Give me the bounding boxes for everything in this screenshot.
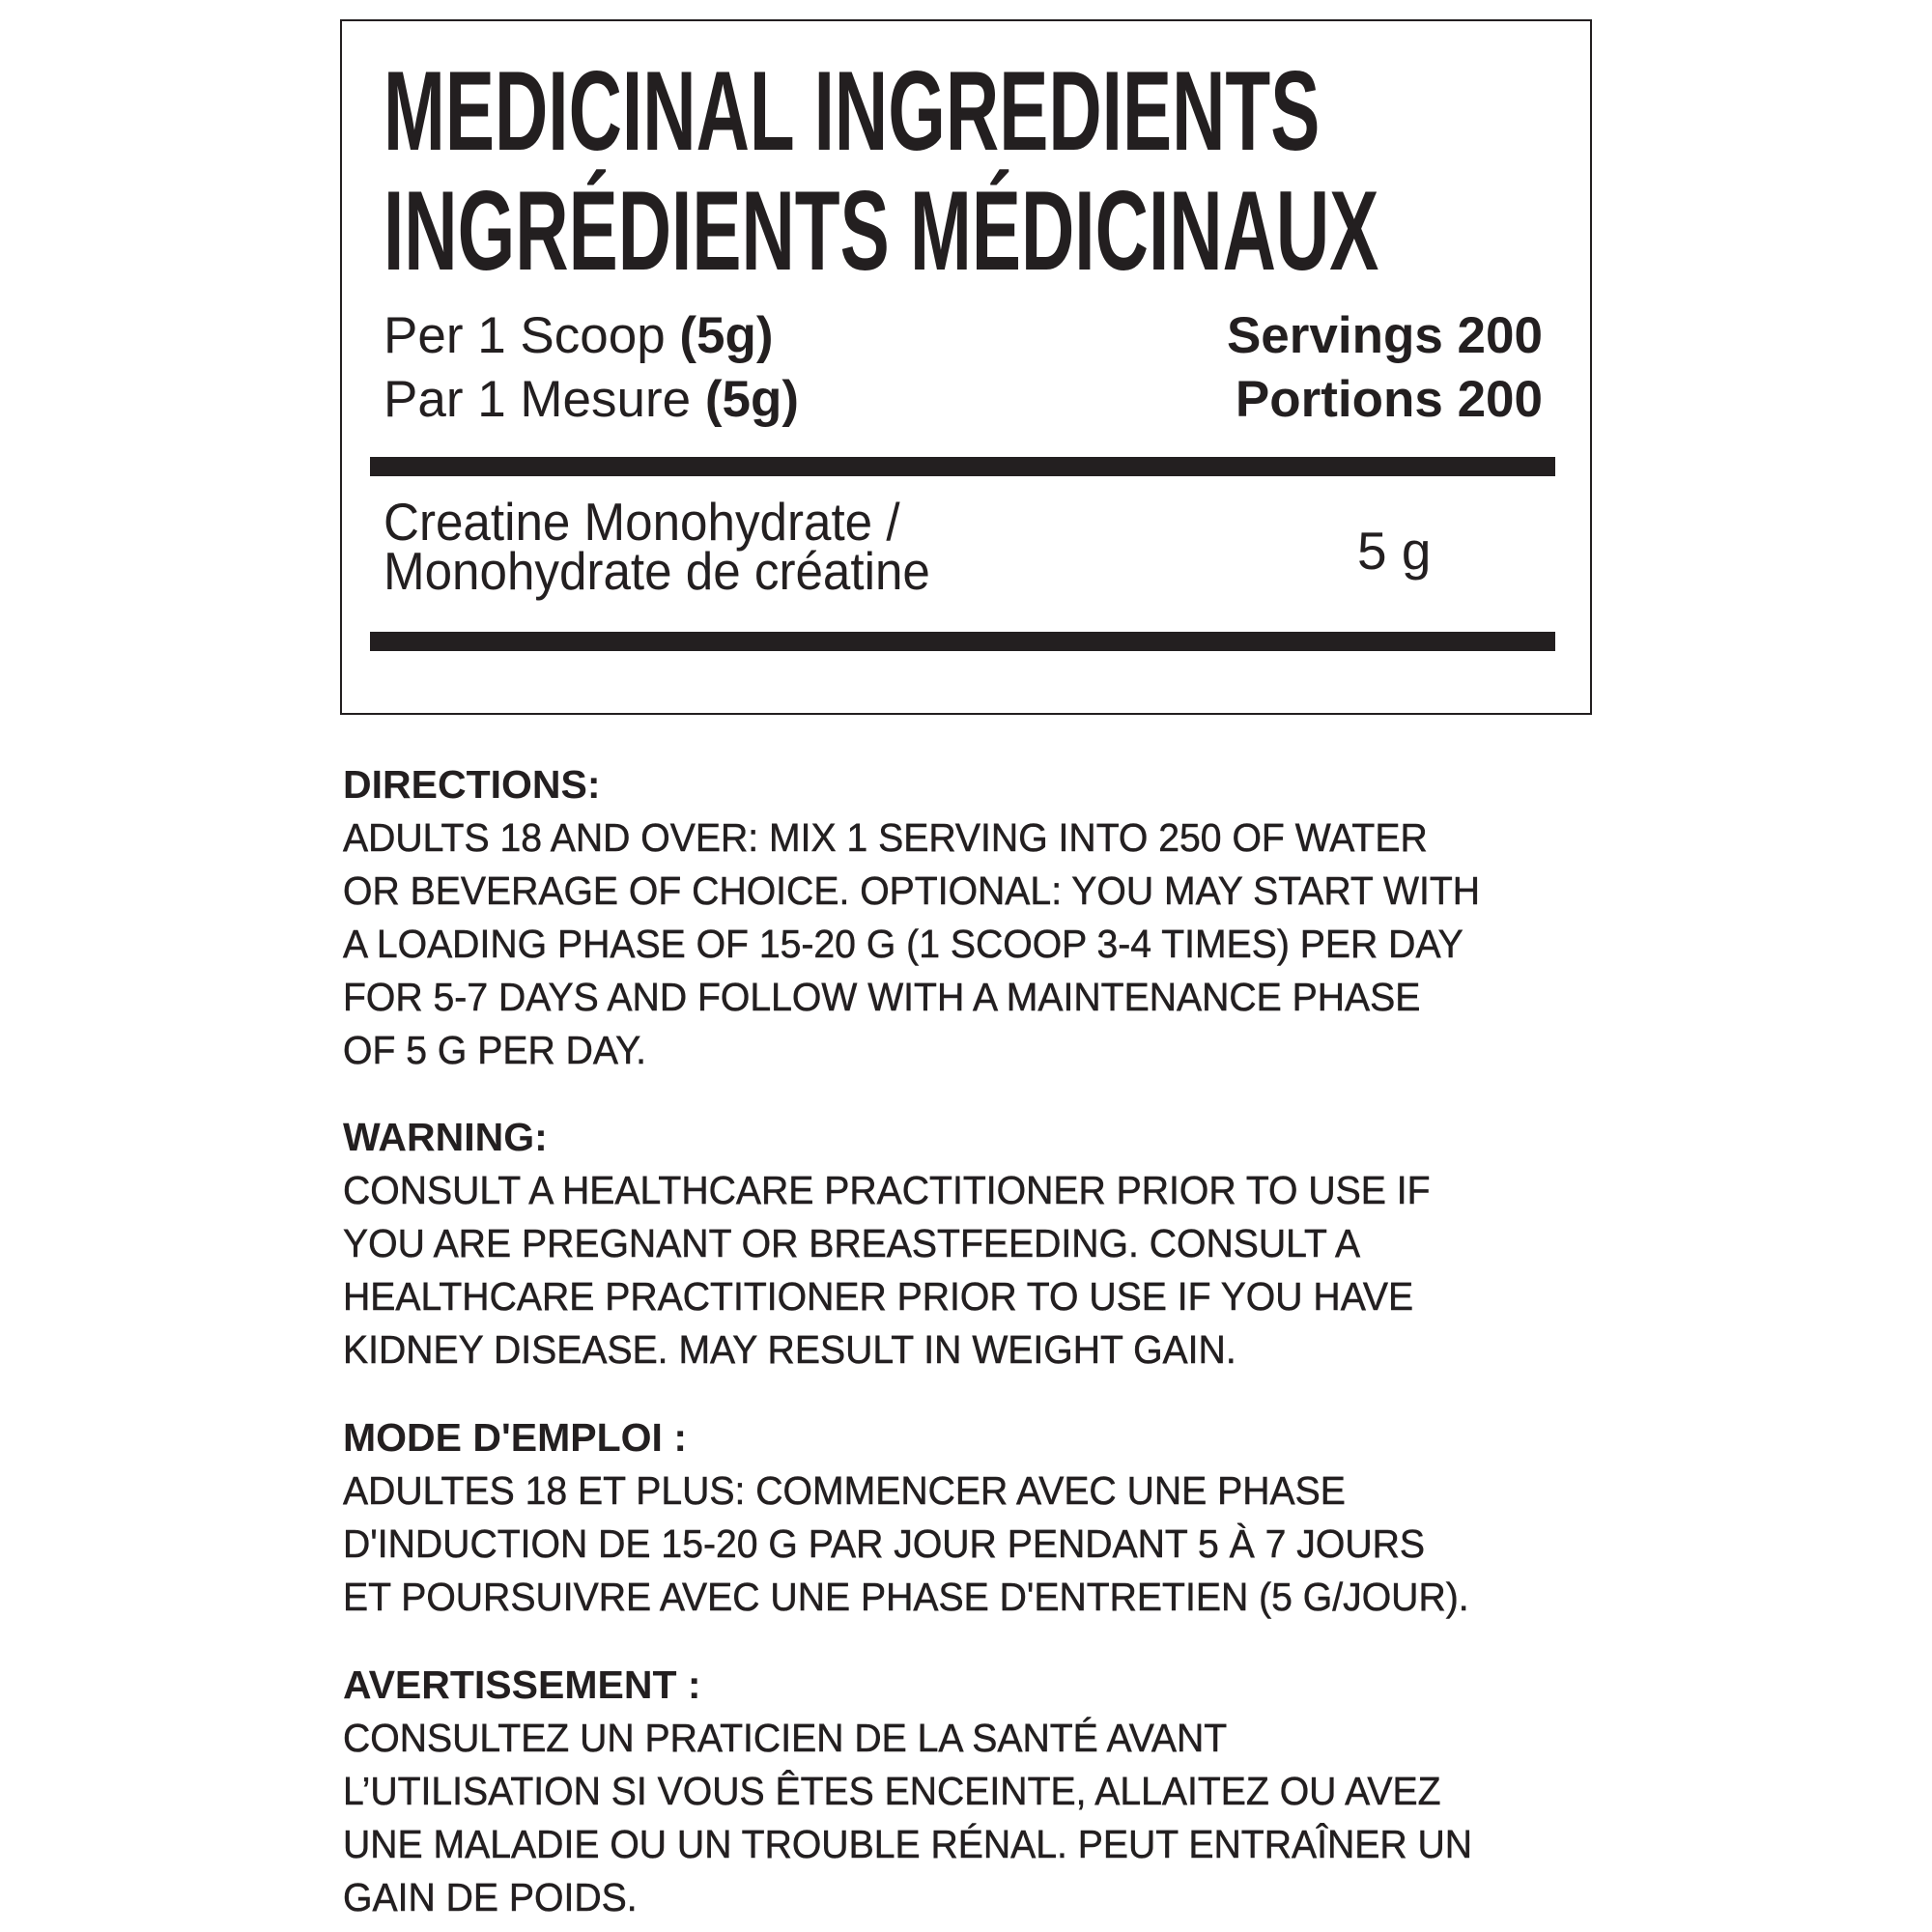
serving-size-french [384,368,799,432]
ingredient-name-french: Monohydrate de créatine [384,541,930,601]
section-line: ADULTES 18 ET PLUS: COMMENCER AVEC UNE PHASE [343,1468,1346,1513]
section-line: D'INDUCTION DE 15-20 G PAR JOUR PENDANT 5 À 7 JOURS [343,1521,1425,1566]
section-line: ADULTS 18 AND OVER: MIX 1 SERVING INTO 250 OF WATER [343,815,1428,860]
title-french: INGRÉDIENTS MÉDICINAUX [384,167,1379,294]
ingredient-amount: 5 g [1357,521,1432,581]
avertissement-section [343,1659,1525,1924]
section-line: A LOADING PHASE OF 15-20 G (1 SCOOP 3-4 TIMES) PER DAY [343,922,1463,966]
serving-size-english [384,304,799,368]
divider-bar-bottom [370,632,1555,651]
servings-english: Servings 200 [1226,307,1543,364]
section-heading: MODE D'EMPLOI : [343,1415,687,1460]
warning-section [343,1111,1482,1377]
section-line: KIDNEY DISEASE. MAY RESULT IN WEIGHT GAIN. [343,1327,1236,1372]
section-line: OF 5 G PER DAY. [343,1028,647,1072]
section-line: GAIN DE POIDS. [343,1875,638,1919]
serving-size-amount-en: (5g) [679,307,774,364]
ingredient-name [384,492,930,601]
serving-size-amount-fr: (5g) [704,371,800,428]
servings-count [1227,304,1543,432]
section-line: YOU ARE PREGNANT OR BREASTFEEDING. CONSULT A [343,1221,1361,1265]
section-line: L’UTILISATION SI VOUS ÊTES ENCEINTE, ALLAITEZ OU AVEZ [343,1769,1441,1813]
section-line: CONSULTEZ UN PRATICIEN DE LA SANTÉ AVANT [343,1716,1228,1760]
section-line: UNE MALADIE OU UN TROUBLE RÉNAL. PEUT ENTRAÎNER UN [343,1822,1473,1866]
directions-section [343,758,1533,1077]
title-english: MEDICINAL INGREDIENTS [384,47,1321,174]
section-line: CONSULT A HEALTHCARE PRACTITIONER PRIOR TO USE IF [343,1168,1431,1212]
section-heading: WARNING: [343,1115,548,1159]
section-line: FOR 5-7 DAYS AND FOLLOW WITH A MAINTENANCE PHASE [343,975,1421,1019]
servings-french: Portions 200 [1235,371,1543,428]
section-heading: DIRECTIONS: [343,762,601,807]
section-line: ET POURSUIVRE AVEC UNE PHASE D'ENTRETIEN (5 G/JOUR). [343,1575,1469,1619]
divider-bar-top [370,457,1555,476]
ingredient-name-english: Creatine Monohydrate / [384,492,900,552]
section-line: HEALTHCARE PRACTITIONER PRIOR TO USE IF YOU HAVE [343,1274,1414,1319]
section-line: OR BEVERAGE OF CHOICE. OPTIONAL: YOU MAY START WITH [343,868,1481,913]
section-heading: AVERTISSEMENT : [343,1662,701,1707]
serving-size-label-en: Per 1 Scoop [384,307,680,364]
serving-size [384,304,799,432]
serving-size-label-fr: Par 1 Mesure [384,371,705,428]
panel-title [384,47,1903,294]
mode-emploi-section [343,1411,1522,1624]
